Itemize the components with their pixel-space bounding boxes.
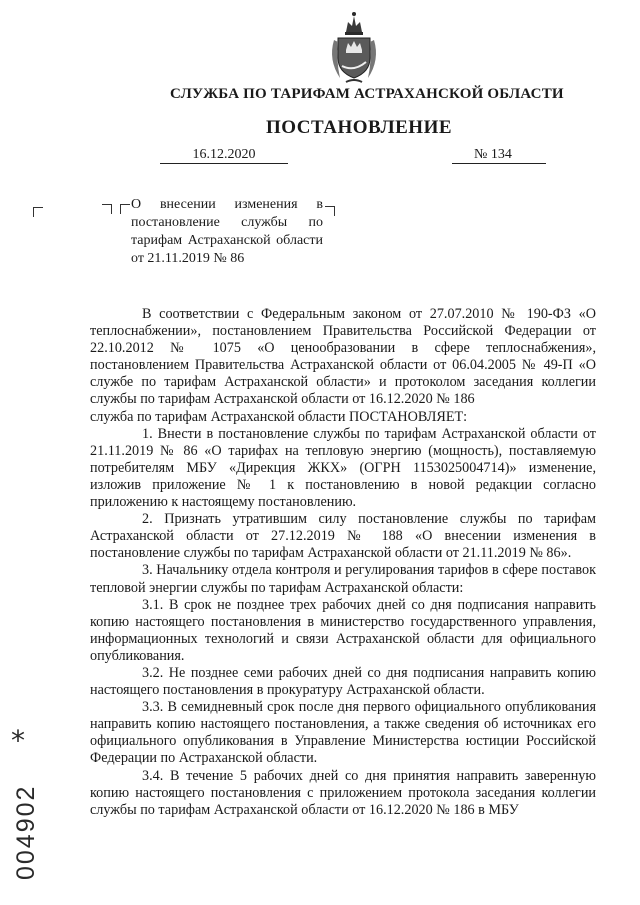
corner-mark — [120, 204, 130, 214]
corner-mark — [102, 204, 112, 214]
document-body — [90, 306, 596, 819]
clause-3-3: 3.3. В семидневный срок после дня первого официального опубликования направить копию настоящего постановления, а также сведения об источниках его официального опубликования в Управление Министерства юстиции Российской Федерации по Астраханской области. — [90, 699, 596, 767]
asterisk-mark: * — [11, 724, 25, 757]
document-number: № 134 — [474, 147, 512, 162]
serial-number: 004902 — [12, 784, 40, 880]
clause-1: 1. Внести в постановление службы по тарифам Астраханской области от 21.11.2019 № 86 «О тарифах на тепловую энергию (мощность), поставляемую потребителям МБУ «Дирекция ЖКХ» (ОГРН 1153025004714)» изменение, изложив приложение № 1 к постановлению в новой редакции согласно приложению к настоящему постановлению. — [90, 425, 596, 511]
corner-mark — [325, 206, 335, 216]
document-number-field — [452, 147, 546, 164]
clause-3-4: 3.4. В течение 5 рабочих дней со дня принятия направить заверенную копию настоящего постановления с приложением протокола заседания коллегии службы по тарифам Астраханской области от 16.12.2020 № 186 в МБУ — [90, 767, 596, 818]
preamble-paragraph: В соответствии с Федеральным законом от 27.07.2010 № 190-ФЗ «О теплоснабжении», постановлением Правительства Российской Федерации от 22.10.2012 № 1075 «О ценообразовании в сфере теплоснабжения», постановлением Правительства Астраханской области от 06.04.2005 № 49-П «О службе по тарифам Астраханской области» и протоколом заседания коллегии службы по тарифам Астраханской области от 16.12.2020 № 186 — [90, 306, 596, 408]
clause-3-1: 3.1. В срок не позднее трех рабочих дней со дня подписания направить копию настоящего постановления в министерство государственного управления, информационных технологий и связи Астраханской области для официального опубликования. — [90, 596, 596, 664]
document-subject: О внесении изменения в постановление службы по тарифам Астраханской области от 21.11.2019 № 86 — [131, 197, 323, 266]
serial-stamp — [9, 724, 43, 880]
clause-2: 2. Признать утратившим силу постановление службы по тарифам Астраханской области от 27.12.2019 № 188 «О внесении изменения в постановление службы по тарифам Астраханской области от 21.11.2019 № 86». — [90, 511, 596, 562]
document-type: ПОСТАНОВЛЕНИЕ — [266, 117, 453, 138]
clause-3-2: 3.2. Не позднее семи рабочих дней со дня подписания направить копию настоящего постановления в прокуратуру Астраханской области. — [90, 664, 596, 699]
organization-name: СЛУЖБА ПО ТАРИФАМ АСТРАХАНСКОЙ ОБЛАСТИ — [170, 86, 564, 102]
document-date: 16.12.2020 — [160, 147, 288, 164]
clause-3: 3. Начальнику отдела контроля и регулирования тарифов в сфере поставок тепловой энергии службы по тарифам Астраханской области: — [90, 562, 596, 596]
coat-of-arms-icon — [326, 10, 382, 86]
corner-mark — [33, 207, 43, 217]
decree-line: служба по тарифам Астраханской области ПОСТАНОВЛЯЕТ: — [90, 408, 468, 425]
